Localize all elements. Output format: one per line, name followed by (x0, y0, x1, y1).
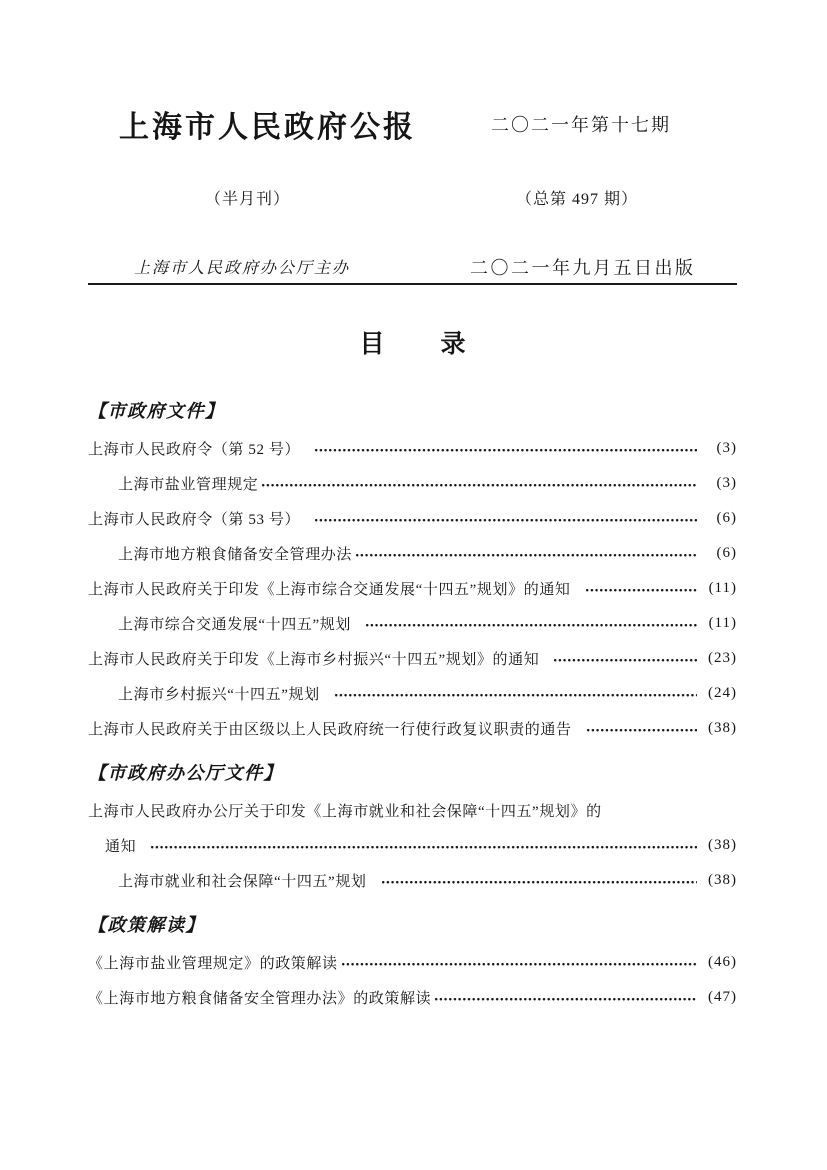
dot-leader (314, 447, 697, 454)
page-number: (11) (708, 580, 737, 596)
issue-number: 二〇二一年第十七期 (491, 115, 671, 135)
toc-title-char-1: 目 (359, 331, 385, 358)
toc-section (88, 759, 737, 898)
page-number: (23) (708, 650, 737, 666)
toc-item-text: 上海市人民政府关于印发《上海市乡村振兴“十四五”规划》的通知 (88, 652, 540, 668)
toc-section (88, 397, 737, 746)
dot-leader (355, 552, 697, 559)
toc-title-char-2: 录 (440, 331, 466, 358)
dot-leader (334, 692, 697, 699)
page-number: (24) (708, 685, 737, 701)
page-number: (38) (708, 837, 737, 853)
gazette-title: 上海市人民政府公报 (119, 111, 416, 144)
toc-item-text: 通知 (105, 839, 137, 855)
toc-item-text: 上海市人民政府令（第 53 号） (88, 512, 301, 528)
toc-section-heading: 【市政府文件】 (88, 401, 225, 421)
page-number: (3) (716, 475, 737, 491)
dot-leader (553, 657, 697, 664)
toc-section (88, 911, 737, 1015)
table-of-contents (88, 330, 737, 1015)
dot-leader (261, 482, 697, 489)
toc-item-text: 上海市人民政府令（第 52 号） (88, 442, 301, 458)
toc-sections (88, 397, 737, 1015)
dot-leader (434, 996, 697, 1003)
page-number: (3) (716, 440, 737, 456)
toc-item (88, 793, 737, 828)
toc-item (88, 828, 737, 863)
page-number: (46) (708, 954, 737, 970)
publisher-label: 上海市人民政府办公厅主办 (134, 260, 351, 277)
toc-item-text: 上海市综合交通发展“十四五”规划 (118, 617, 351, 633)
dot-leader (381, 879, 697, 886)
page-number: (11) (708, 615, 737, 631)
toc-item (88, 641, 737, 676)
toc-item-text: 上海市就业和社会保障“十四五”规划 (118, 874, 367, 890)
page-number: (6) (716, 510, 737, 526)
toc-item (88, 466, 737, 501)
cumulative-issue-label: （总第 497 期） (516, 191, 639, 208)
header-rule (88, 283, 737, 285)
dot-leader (585, 587, 697, 594)
page-number: (6) (716, 545, 737, 561)
toc-item-text: 上海市地方粮食储备安全管理办法 (118, 547, 353, 563)
toc-item (88, 711, 737, 746)
toc-item (88, 501, 737, 536)
page-number: (47) (708, 989, 737, 1005)
biweekly-label: （半月刊） (205, 191, 291, 208)
dot-leader (150, 844, 697, 851)
dot-leader (586, 727, 697, 734)
toc-section-heading: 【市政府办公厅文件】 (88, 763, 283, 783)
toc-item (88, 571, 737, 606)
toc-item (88, 980, 737, 1015)
toc-item (88, 945, 737, 980)
toc-item-text: 上海市盐业管理规定 (118, 477, 259, 493)
toc-title (88, 330, 737, 360)
toc-item-text: 上海市人民政府关于印发《上海市综合交通发展“十四五”规划》的通知 (88, 582, 571, 598)
toc-section-heading: 【政策解读】 (88, 915, 205, 935)
toc-item (88, 536, 737, 571)
dot-leader (314, 517, 697, 524)
dot-leader (341, 961, 697, 968)
toc-item (88, 676, 737, 711)
toc-item (88, 431, 737, 466)
toc-item (88, 863, 737, 898)
publish-date: 二〇二一年九月五日出版 (470, 258, 696, 278)
dot-leader (365, 622, 697, 629)
toc-item-text: 上海市人民政府关于由区级以上人民政府统一行使行政复议职责的通告 (88, 722, 572, 738)
toc-item (88, 606, 737, 641)
toc-item-text: 《上海市地方粮食储备安全管理办法》的政策解读 (88, 991, 432, 1007)
toc-item-text: 上海市乡村振兴“十四五”规划 (118, 687, 320, 703)
page-number: (38) (708, 720, 737, 736)
toc-item-text: 《上海市盐业管理规定》的政策解读 (88, 956, 338, 972)
toc-item-text: 上海市人民政府办公厅关于印发《上海市就业和社会保障“十四五”规划》的 (88, 804, 602, 820)
page-number: (38) (708, 872, 737, 888)
